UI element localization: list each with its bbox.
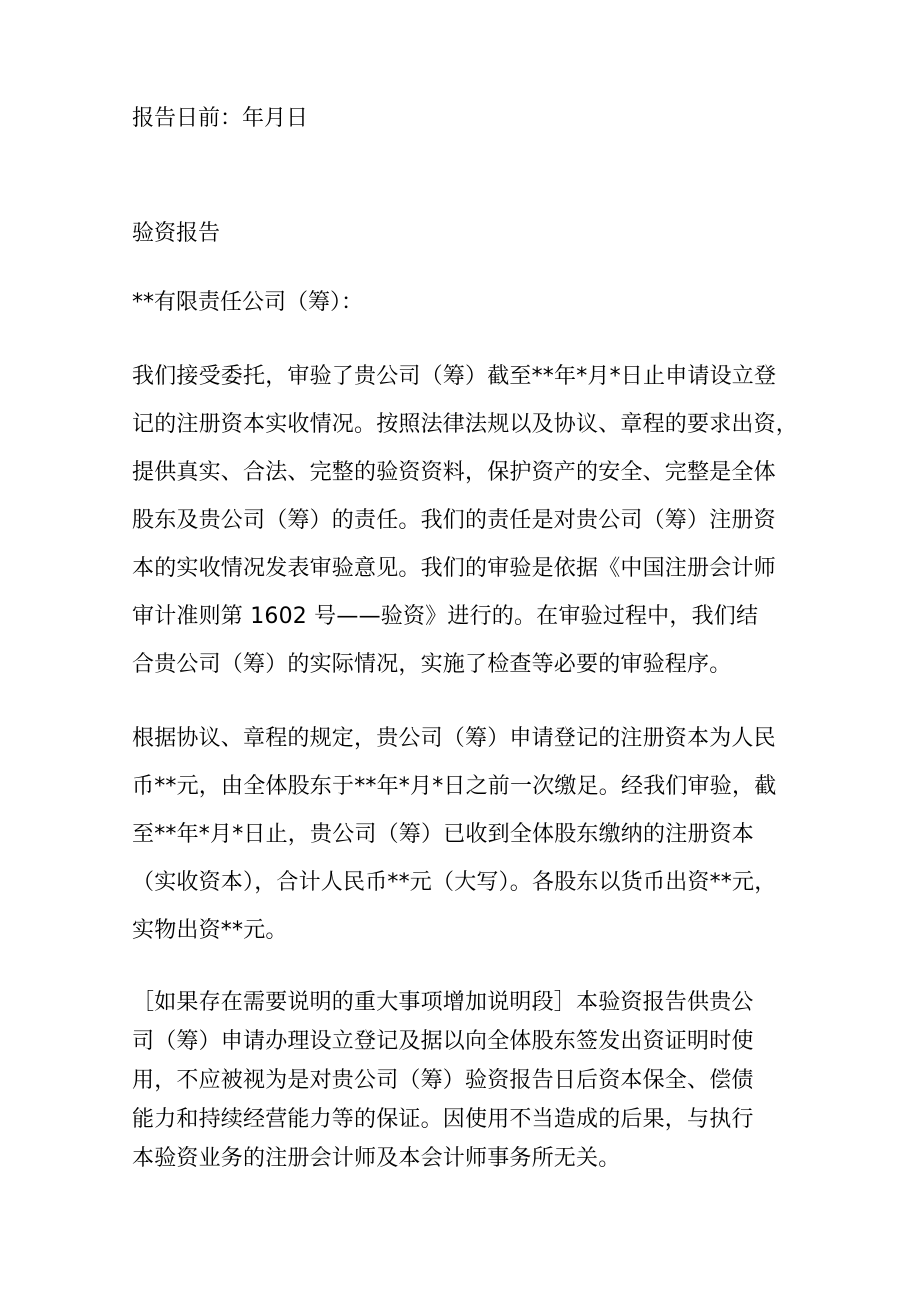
document-title: 验资报告 <box>132 221 221 246</box>
paragraph-line: 合贵公司（筹）的实际情况，实施了检查等必要的审验程序。 <box>132 652 732 677</box>
paragraph-engagement <box>132 353 799 689</box>
paragraph-line: 币**元，由全体股东于**年*月*日之前一次缴足。经我们审验，截 <box>132 774 777 799</box>
paragraph-line: 能力和持续经营能力等的保证。因使用不当造成的后果，与执行 <box>132 1107 754 1132</box>
paragraph-line: 至**年*月*日止，贵公司（筹）已收到全体股东缴纳的注册资本 <box>132 822 755 847</box>
paragraph-line: （实收资本），合计人民币**元（大写）。各股东以货币出资**元， <box>132 870 777 895</box>
paragraph-line: 根据协议、章程的规定，贵公司（筹）申请登记的注册资本为人民 <box>132 726 776 751</box>
paragraph-line: 实物出资**元。 <box>132 918 288 943</box>
paragraph-line: 用，不应被视为是对贵公司（筹）验资报告日后资本保全、偿债 <box>132 1068 754 1093</box>
report-date-line: 报告日前：年月日 <box>132 106 309 131</box>
paragraph-line: 审计准则第 1602 号——验资》进行的。在审验过程中，我们结 <box>132 604 759 629</box>
paragraph-line: 我们接受委托，审验了贵公司（筹）截至**年*月*日止申请设立登 <box>132 364 777 389</box>
paragraph-line: 本的实收情况发表审验意见。我们的审验是依据《中国注册会计师 <box>132 556 776 581</box>
paragraph-line: 本验资业务的注册会计师及本会计师事务所无关。 <box>132 1146 621 1171</box>
paragraph-capital <box>132 715 792 955</box>
addressee-line: **有限责任公司（筹）： <box>132 290 364 315</box>
paragraph-disclaimer <box>132 983 792 1178</box>
paragraph-line: ［如果存在需要说明的重大事项增加说明段］本验资报告供贵公 <box>132 990 754 1015</box>
paragraph-line: 股东及贵公司（筹）的责任。我们的责任是对贵公司（筹）注册资 <box>132 508 776 533</box>
paragraph-line: 记的注册资本实收情况。按照法律法规以及协议、章程的要求出资， <box>132 412 799 437</box>
paragraph-line: 司（筹）申请办理设立登记及据以向全体股东签发出资证明时使 <box>132 1029 754 1054</box>
paragraph-line: 提供真实、合法、完整的验资资料，保护资产的安全、完整是全体 <box>132 460 776 485</box>
